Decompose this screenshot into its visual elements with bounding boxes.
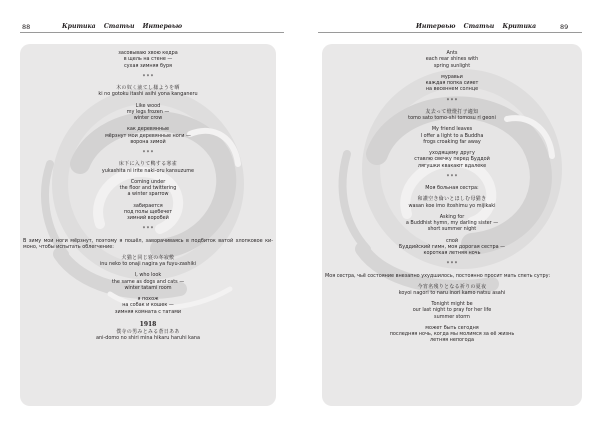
russian-line: каждая попка сияет — [425, 80, 479, 86]
nav-item-critique[interactable]: Критика — [502, 23, 537, 30]
romaji-line: ki no gotoku itashi asihi yona kanganeru — [98, 91, 198, 98]
english-line: short summer night — [427, 226, 477, 233]
japanese-original: 僕寺の男みとみる蒼日ああ — [116, 328, 180, 335]
header-divider — [20, 32, 284, 33]
poem-column — [20, 50, 276, 341]
english-line: spring sunlight — [433, 62, 471, 69]
russian-line: зимний воробей — [127, 215, 169, 221]
russian-line: может быть сегодня — [425, 324, 479, 331]
russian-line: как деревянные — [126, 126, 170, 133]
separator-asterisks: * * * — [142, 226, 154, 233]
russian-line: Буддийский гимн, моя дорогая сестра — — [398, 243, 506, 250]
english-line: Tonight might be — [431, 301, 473, 308]
japanese-original: 犬猫と同じ寝の冬寂敷 — [121, 254, 175, 261]
prose-paragraph: В зиму мои ноги мёрзнут, поэтому я пошёл, заворачиваясь в подбиток ватой хлопковое ки-моно, чтобы испытать облегчение: — [23, 237, 273, 250]
section-nav — [62, 22, 188, 32]
romaji-line: tomo sato tomo-shi tomosu ri geoni — [408, 115, 496, 121]
right-page — [300, 0, 600, 424]
english-line: the same as dogs and cats — — [111, 278, 185, 285]
russian-line: последняя ночь, когда мы молимся за её жизнь — [389, 331, 515, 338]
prose-line: Моя больная сестра: — [425, 185, 479, 191]
nav-item-interview[interactable]: Интервью — [142, 23, 183, 30]
russian-line: спой — [445, 237, 459, 244]
japanese-original: 今宵名残りとなる祈りの夏夜 — [417, 283, 487, 290]
russian-line: лягушки квакают вдалеке — [417, 162, 487, 169]
english-line: each rear shines with — [425, 56, 479, 63]
year-heading: 1918 — [139, 320, 157, 328]
japanese-original: 木の奴く液てし様ようを晒 — [116, 85, 180, 91]
japanese-original: 友去って燈燈打子適知 — [425, 108, 479, 115]
english-line: frogs croaking far away — [423, 138, 481, 145]
page-number: 88 — [22, 23, 31, 31]
english-line: I offer a light to a Buddha — [420, 132, 484, 139]
text-line: сухая зимняя буря — [123, 62, 173, 69]
russian-line: зимняя комната с татами — [114, 308, 182, 315]
english-line: the floor and twittering — [119, 185, 177, 191]
english-line: My friend leaves — [431, 126, 473, 133]
poem-panel — [20, 44, 276, 406]
russian-line: на собак и кошек — — [122, 302, 174, 309]
poem-panel — [322, 44, 582, 406]
russian-line: муравьи — [441, 73, 463, 80]
separator-asterisks: * * * — [142, 73, 154, 80]
russian-line: забирается — [133, 202, 163, 209]
separator-asterisks: * * * — [446, 261, 458, 268]
english-line: a Buddhist hymn, my darling sister — — [405, 220, 499, 226]
russian-line: короткая летняя ночь — [423, 250, 481, 256]
text-line: засовываю хвою кедра — [118, 50, 178, 56]
romaji-line: wasan koe imo itoshimu yo mijikaki — [408, 202, 496, 209]
russian-line: на весеннем солнце — [425, 86, 479, 93]
poem-column — [322, 50, 582, 344]
english-line: Coming under — [130, 178, 166, 185]
romaji-line: inu neko to onaji nagira ya fuyu-zashiki — [99, 261, 197, 268]
nav-item-articles[interactable]: Статьи — [103, 23, 135, 30]
russian-line: уходящему другу — [429, 150, 475, 156]
romaji-line: koyoi nagori to naru inori kamo natsu asahi — [398, 289, 506, 296]
separator-asterisks: * * * — [446, 173, 458, 180]
romaji-line: yukashita ni irite naki-oru kansuzume — [101, 167, 195, 174]
russian-line: ворона зимой — [130, 138, 166, 145]
russian-line: мёрзнут мои деревянные ноги — — [105, 132, 191, 139]
nav-item-articles[interactable]: Статьи — [463, 23, 495, 30]
page-number: 89 — [560, 23, 569, 31]
romaji-line: ani-domo no shiri mina hikaru haruhi kana — [96, 335, 200, 342]
separator-asterisks: * * * — [446, 97, 458, 104]
japanese-original: 床下に入りて鴨する寒雀 — [118, 161, 178, 168]
english-line: winter crow — [133, 115, 163, 121]
text-line: в щель на стене — — [123, 56, 173, 63]
english-line: Ants — [446, 50, 458, 56]
english-line: Asking for — [439, 213, 465, 220]
english-line: my legs frozen — — [126, 108, 170, 115]
russian-line: под полы щебечет — [123, 208, 173, 215]
english-line: a winter sparrow — [127, 191, 169, 198]
english-line: our last night to pray for her life — [412, 307, 492, 314]
section-nav — [416, 22, 542, 32]
english-line: Like wood — [135, 102, 161, 109]
nav-item-critique[interactable]: Критика — [62, 23, 96, 30]
english-line: summer storm — [434, 313, 470, 320]
english-line: I, who look — [134, 272, 162, 279]
russian-line: ставлю свечку перед Буддой — [414, 156, 490, 163]
russian-line: я похож — [137, 296, 159, 303]
english-line: winter tatami room — [124, 284, 172, 291]
russian-line: летняя непогода — [430, 337, 474, 344]
prose-paragraph: Моя сестра, чьё состояние внезапно ухудшилось, постоянно просит мать спеть сутру: — [325, 272, 551, 279]
header-divider — [318, 32, 582, 33]
nav-item-interview[interactable]: Интервью — [416, 23, 456, 30]
japanese-original: 和讃空き倫いとほしむ母猫き — [417, 196, 487, 203]
separator-asterisks: * * * — [142, 150, 154, 156]
